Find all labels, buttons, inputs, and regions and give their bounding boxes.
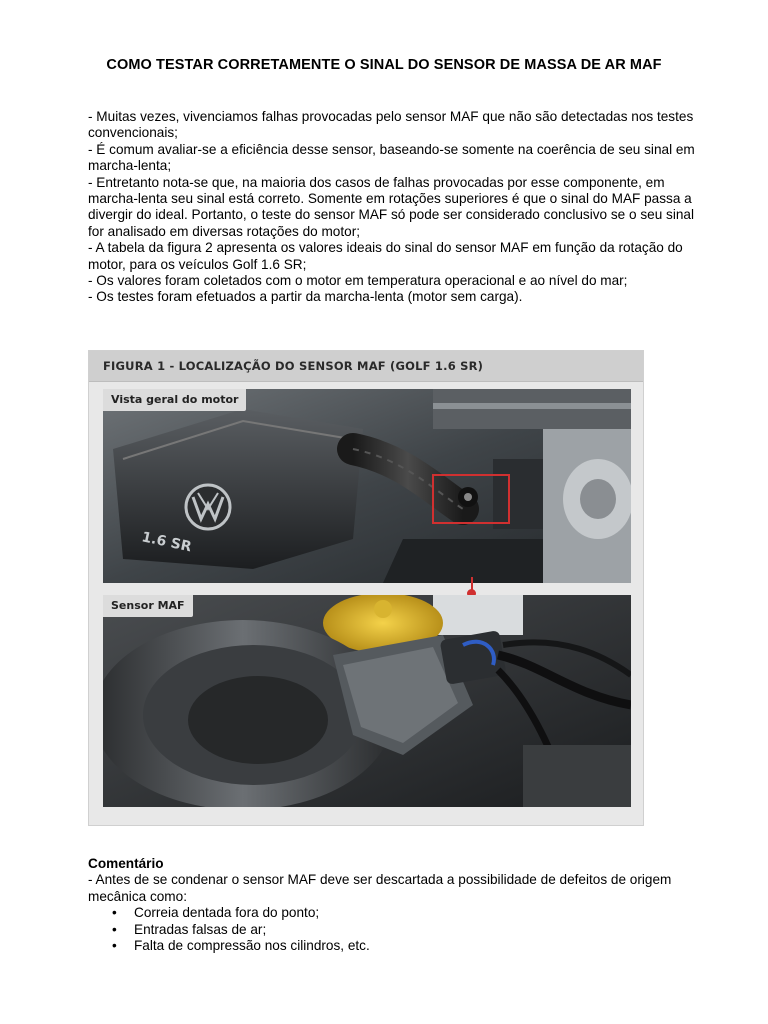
intro-paragraph: - A tabela da figura 2 apresenta os valores ideais do sinal do sensor MAF em função da rotação do motor, para os veículos Golf 1.6 SR; [88, 240, 683, 272]
photo-label-overview: Vista geral do motor [103, 389, 246, 411]
list-item [112, 938, 698, 954]
intro-paragraph: - Os valores foram coletados com o motor em temperatura operacional e ao nível do mar; [88, 273, 628, 289]
photo-label-sensor: Sensor MAF [103, 595, 193, 617]
comment-section [88, 856, 698, 954]
engine-overview-photo [103, 389, 631, 583]
figure-1 [88, 350, 644, 826]
list-item-text: Falta de compressão nos cilindros, etc. [134, 938, 370, 954]
intro-paragraph: - Muitas vezes, vivenciamos falhas provocadas pelo sensor MAF que não são detectadas nos testes convencionais; [88, 109, 694, 141]
list-item [112, 922, 698, 938]
defect-list [88, 905, 698, 954]
comment-text: - Antes de se condenar o sensor MAF deve ser descartada a possibilidade de defeitos de origem mecânica como: [88, 872, 672, 904]
intro-paragraph: - Os testes foram efetuados a partir da marcha-lenta (motor sem carga). [88, 289, 523, 305]
bullet: • [112, 921, 117, 937]
intro-text [88, 109, 698, 306]
figure-header [89, 351, 643, 382]
bullet: • [112, 938, 117, 954]
page-title: COMO TESTAR CORRETAMENTE O SINAL DO SENSOR DE MASSA DE AR MAF [106, 57, 662, 73]
intro-paragraph: - Entretanto nota-se que, na maioria dos casos de falhas provocadas por esse componente, em marcha-lenta seu sinal está correto. Somente em rotações superiores é que o sinal do MAF passa a divergir do ideal. Portanto, o teste do sensor MAF só pode ser considerado conclusivo se o seu sinal for analisado em diversas rotações do motor; [88, 174, 695, 239]
bullet: • [112, 905, 117, 921]
list-item-text: Entradas falsas de ar; [134, 921, 267, 937]
comment-heading: Comentário [88, 856, 164, 871]
maf-sensor-image [103, 595, 631, 807]
maf-sensor-photo [103, 595, 631, 807]
list-item-text: Correia dentada fora do ponto; [134, 905, 320, 921]
figure-title: FIGURA 1 - LOCALIZAÇÃO DO SENSOR MAF (GOLF 1.6 SR) [103, 359, 484, 373]
list-item [112, 905, 698, 921]
intro-paragraph: - É comum avaliar-se a eficiência desse sensor, baseando-se somente na coerência de seu sinal em marcha-lenta; [88, 141, 695, 174]
engine-overview-image [103, 389, 631, 583]
engine-badge: 1.6 SR [140, 529, 193, 556]
